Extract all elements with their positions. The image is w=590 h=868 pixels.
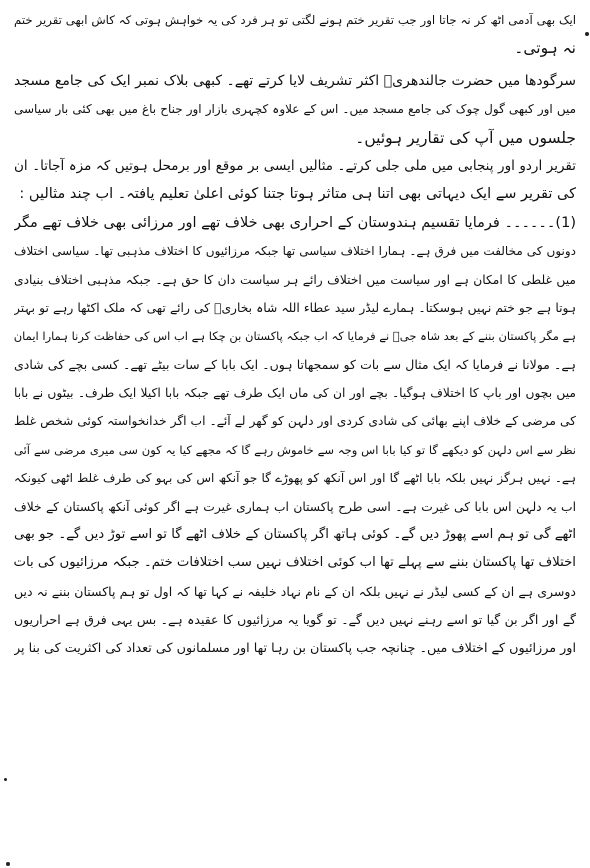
text-line: اور مرزائیوں کے اختلاف میں۔ چنانچہ جب پاکستان بن رہا تھا اور مسلمانوں کی تعداد کی اکثریت کی بنا پر [14, 640, 576, 656]
text-line: کی تقریر سے ایک دیہاتی بھی اتنا ہی متاثر ہوتا جتنا کوئی اعلیٰ تعلیم یافتہ۔ اب چند مثالیں : [19, 186, 576, 203]
text-line: نہ ہوتی۔ [514, 39, 576, 58]
text-line: ہوتا ہے جو ختم نہیں ہوسکتا۔ ہمارے لیڈر سید عطاء اللہ شاہ بخاریؒ کی رائے تھی کہ ملک اکٹھا رہے تو بہتر [14, 300, 576, 315]
text-line: ایک بھی آدمی اٹھ کر نہ جاتا اور جب تقریر ختم ہونے لگتی تو ہر فرد کی یہ خواہش ہوتی کہ کاش ابھی تقریر ختم [14, 13, 576, 27]
text-line: کی مرضی کے خلاف اپنے بھائی کی شادی کردی اور دلہن کو گھر لے آئے۔ اب اگر خدانخواستہ کوئی شخص غلط [14, 414, 576, 429]
margin-mark [4, 778, 7, 781]
text-line: جلسوں میں آپ کی تقاریر ہوئیں۔ [355, 128, 576, 147]
text-line: دوسری ہے ان کے کسی لیڈر نے نہیں بلکہ ان کے نام نہاد خلیفہ نے کہا تھا کہ اول تو ہم پاکستان بننے نہ دیں [14, 583, 576, 599]
body-text [14, 6, 576, 663]
text-line: میں غلطی کا امکان ہے اور سیاست میں اختلاف رائے ہر سیاست دان کا حق ہے۔ جبکہ مذہبی اختلاف بنیادی [14, 272, 576, 287]
text-line: ہے۔ نہیں ہرگز نہیں بلکہ بابا اٹھے گا اور اس آنکھ کو پھوڑے گا جو آنکھ اس کی بہو کی طرف غلط اٹھی کیونکہ [14, 471, 576, 486]
text-line: نظر سے اس دلہن کو دیکھے گا تو کیا بابا اس وجہ سے خاموش رہے گا کہ مجھے کیا یہ کون سی میری مرضی سے آئی [14, 442, 576, 457]
text-line: ہے مگر پاکستان بننے کے بعد شاہ جیؒ نے فرمایا کہ اب جبکہ پاکستان بن چکا ہے اب اس کی حفاظت کرنا ہمارا ایمان [14, 329, 576, 344]
margin-mark [585, 32, 589, 36]
text-line: میں اور کبھی گول چوک کی جامع مسجد میں۔ اس کے علاوہ کچہری بازار اور جناح باغ میں بھی کئی بار سیاسی [14, 102, 576, 117]
text-line: گے اور اگر بن گیا تو اسے رہنے نہیں دیں گے۔ تو گویا یہ مرزائیوں کا عقیدہ ہے۔ بس یہی فرق ہے احراریوں [14, 612, 576, 628]
text-line: اختلاف تھا پاکستان بننے سے پہلے تھا اب کوئی اختلاف نہیں سب اختلافات ختم۔ جبکہ مرزائیوں کی بات [14, 555, 576, 571]
text-line: سرگودھا میں حضرت جالندھریؒ اکثر تشریف لایا کرتے تھے۔ کبھی بلاک نمبر ایک کی جامع مسجد [14, 72, 576, 89]
text-line: ہے۔ مولانا نے فرمایا کہ ایک مثال سے بات کو سمجھاتا ہوں۔ ایک بابا کے سات بیٹے تھے۔ کسی بچے کی شادی [14, 356, 576, 372]
text-line: اب یہ دلہن اس بابا کی غیرت ہے۔ اسی طرح پاکستان اب ہماری غیرت ہے اگر کوئی آنکھ پاکستان کے خلاف [14, 499, 576, 514]
text-line: میں بچوں اور باپ کا اختلاف ہوگیا۔ بچے اور ان کی ماں ایک طرف تھے جبکہ بابا اکیلا ایک طرف۔ بیٹوں نے بابا [14, 386, 576, 401]
text-line: دونوں کی مخالفت میں فرق ہے۔ ہمارا اختلاف سیاسی تھا جبکہ مرزائیوں کا اختلاف مذہبی تھا۔ سیاسی اختلاف [14, 244, 576, 259]
text-line: تقریر اردو اور پنجابی میں ملی جلی کرتے۔ مثالیں ایسی بر موقع اور برمحل ہوتیں کہ مزہ آجاتا۔ ان [14, 157, 576, 174]
text-line: (1)۔۔۔۔۔۔ فرمایا تقسیم ہندوستان کے احراری بھی خلاف تھے اور مرزائی بھی خلاف تھے مگر [14, 214, 576, 231]
text-line: اٹھے گی تو ہم اسے پھوڑ دیں گے۔ کوئی ہاتھ اگر پاکستان کے خلاف اٹھے گا تو اسے توڑ دیں گے۔ جو بھی [14, 527, 576, 543]
margin-mark [6, 862, 10, 866]
